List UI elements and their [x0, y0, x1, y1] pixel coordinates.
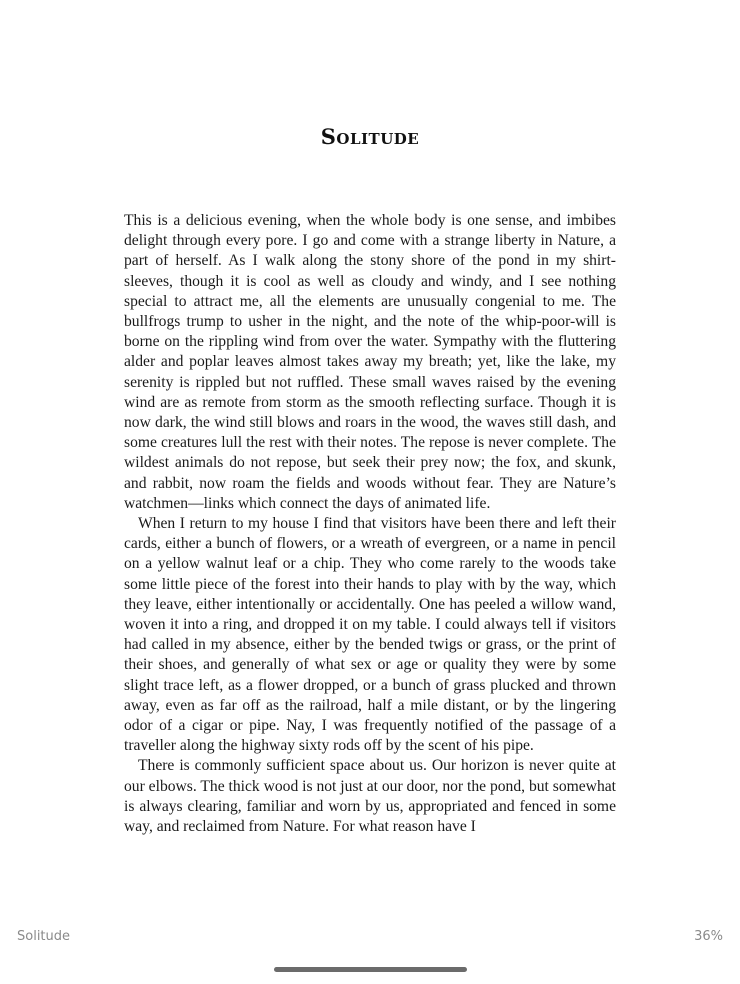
paragraph: There is commonly sufficient space about us. Our horizon is never quite at our elbows. The thick wood is not just at our door, nor the pond, but somewhat is always clearing, familiar and worn by us, appropriated and fenced in some way, and reclaimed from Nature. For what reason have I	[124, 757, 616, 836]
home-indicator[interactable]	[274, 967, 467, 972]
chapter-title: Solitude	[320, 124, 420, 149]
reading-progress: 36%	[694, 929, 723, 944]
page-text[interactable]	[124, 211, 616, 837]
paragraph: This is a delicious evening, when the whole body is one sense, and imbibes delight through every pore. I go and come with a strange liberty in Nature, a part of herself. As I walk along the stony shore of the pond in my shirt-sleeves, though it is cool as well as cloudy and windy, and I see nothing special to attract me, all the elements are unusually congenial to me. The bullfrogs trump to usher in the night, and the note of the whip-poor-will is borne on the rippling wind from over the water. Sympathy with the fluttering alder and poplar leaves almost takes away my breath; yet, like the lake, my serenity is rippled but not ruffled. These small waves raised by the evening wind are as remote from storm as the smooth reflecting surface. Though it is now dark, the wind still blows and roars in the wood, the waves still dash, and some creatures lull the rest with their notes. The repose is never complete. The wildest animals do not repose, but seek their prey now; the fox, and skunk, and rabbit, now roam the fields and woods without fear. They are Nature’s watchmen—links which connect the days of animated life.	[124, 212, 616, 512]
footer-chapter-name: Solitude	[17, 929, 71, 944]
paragraph: When I return to my house I find that visitors have been there and left their cards, either a bunch of flowers, or a wreath of evergreen, or a name in pencil on a yellow walnut leaf or a chip. They who come rarely to the woods take some little piece of the forest into their hands to play with by the way, which they leave, either intentionally or accidentally. One has peeled a willow wand, woven it into a ring, and dropped it on my table. I could always tell if visitors had called in my absence, either by the bended twigs or grass, or the print of their shoes, and generally of what sex or age or quality they were by some slight trace left, as a flower dropped, or a bunch of grass plucked and thrown away, even as far off as the railroad, half a mile distant, or by the lingering odor of a cigar or pipe. Nay, I was frequently notified of the passage of a traveller along the highway sixty rods off by the scent of his pipe.	[124, 515, 616, 755]
